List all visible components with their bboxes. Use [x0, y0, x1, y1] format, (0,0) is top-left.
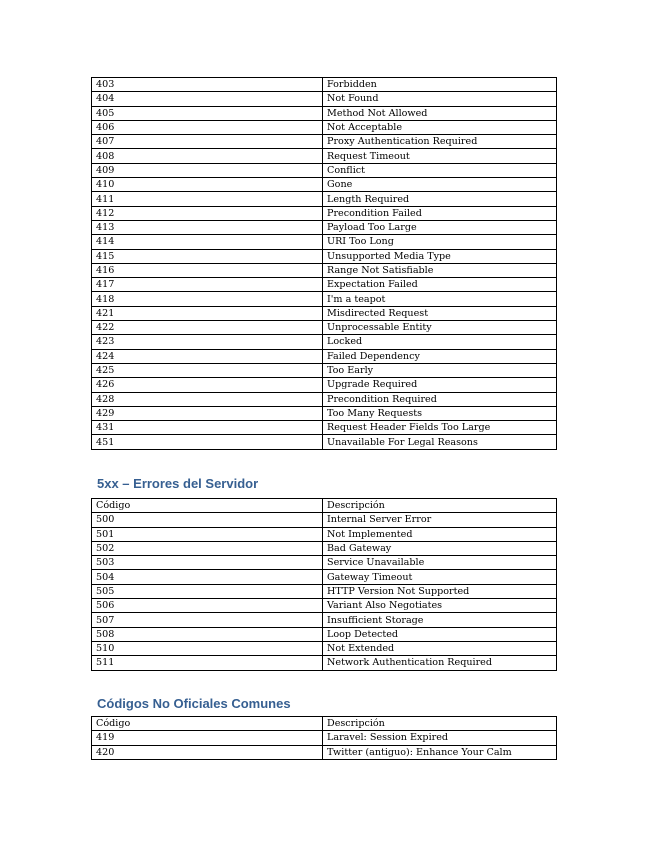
status-description-cell: HTTP Version Not Supported [323, 584, 557, 598]
table-row [92, 106, 557, 120]
status-description-cell: Length Required [323, 192, 557, 206]
table-header-row [92, 717, 557, 731]
status-code-cell: 502 [92, 541, 323, 555]
table-row [92, 306, 557, 320]
status-code-cell: 406 [92, 120, 323, 134]
status-description-cell: Twitter (antiguo): Enhance Your Calm [323, 745, 557, 759]
status-description-cell: Failed Dependency [323, 349, 557, 363]
status-code-cell: 508 [92, 627, 323, 641]
table-row [92, 363, 557, 377]
status-description-cell: Gateway Timeout [323, 570, 557, 584]
header-code-cell: Código [92, 717, 323, 731]
status-code-cell: 431 [92, 421, 323, 435]
status-code-cell: 417 [92, 278, 323, 292]
status-description-cell: Locked [323, 335, 557, 349]
status-code-cell: 425 [92, 363, 323, 377]
status-code-cell: 510 [92, 641, 323, 655]
table-row [92, 599, 557, 613]
table-row [92, 149, 557, 163]
section-title-unofficial: Códigos No Oficiales Comunes [97, 696, 291, 711]
header-description-cell: Descripción [323, 717, 557, 731]
status-code-cell: 412 [92, 206, 323, 220]
status-code-cell: 409 [92, 163, 323, 177]
table-row [92, 278, 557, 292]
status-code-cell: 413 [92, 220, 323, 234]
status-code-cell: 500 [92, 513, 323, 527]
status-code-cell: 505 [92, 584, 323, 598]
table-row [92, 556, 557, 570]
table-row [92, 249, 557, 263]
status-code-cell: 429 [92, 406, 323, 420]
table-row [92, 527, 557, 541]
table-row [92, 656, 557, 670]
status-code-cell: 416 [92, 263, 323, 277]
status-code-cell: 410 [92, 178, 323, 192]
status-code-cell: 414 [92, 235, 323, 249]
status-code-cell: 451 [92, 435, 323, 449]
table-row [92, 378, 557, 392]
table-row [92, 392, 557, 406]
status-code-cell: 504 [92, 570, 323, 584]
status-code-cell: 506 [92, 599, 323, 613]
status-description-cell: Laravel: Session Expired [323, 731, 557, 745]
table-row [92, 745, 557, 759]
status-description-cell: Range Not Satisfiable [323, 263, 557, 277]
status-description-cell: Expectation Failed [323, 278, 557, 292]
table-row [92, 513, 557, 527]
status-codes-4xx-table [91, 77, 557, 450]
status-code-cell: 421 [92, 306, 323, 320]
table-row [92, 613, 557, 627]
table-row [92, 406, 557, 420]
table-row [92, 292, 557, 306]
status-code-cell: 405 [92, 106, 323, 120]
status-code-cell: 404 [92, 92, 323, 106]
status-code-cell: 422 [92, 321, 323, 335]
table-row [92, 541, 557, 555]
status-code-cell: 426 [92, 378, 323, 392]
table-header-row [92, 499, 557, 513]
status-description-cell: URI Too Long [323, 235, 557, 249]
header-description-cell: Descripción [323, 499, 557, 513]
section-title-5xx: 5xx – Errores del Servidor [97, 476, 259, 491]
status-description-cell: Request Timeout [323, 149, 557, 163]
table-row [92, 349, 557, 363]
status-code-cell: 428 [92, 392, 323, 406]
status-codes-unofficial-table [91, 716, 557, 760]
status-code-cell: 419 [92, 731, 323, 745]
status-description-cell: Payload Too Large [323, 220, 557, 234]
status-code-cell: 511 [92, 656, 323, 670]
table-row [92, 435, 557, 449]
status-code-cell: 403 [92, 78, 323, 92]
status-description-cell: Insufficient Storage [323, 613, 557, 627]
table-row [92, 321, 557, 335]
table-row [92, 584, 557, 598]
table-row [92, 570, 557, 584]
status-description-cell: Not Found [323, 92, 557, 106]
status-description-cell: Loop Detected [323, 627, 557, 641]
status-description-cell: Unsupported Media Type [323, 249, 557, 263]
status-description-cell: Precondition Required [323, 392, 557, 406]
status-description-cell: Network Authentication Required [323, 656, 557, 670]
status-description-cell: I'm a teapot [323, 292, 557, 306]
table-row [92, 731, 557, 745]
status-code-cell: 418 [92, 292, 323, 306]
table-row [92, 206, 557, 220]
status-code-cell: 501 [92, 527, 323, 541]
status-code-cell: 503 [92, 556, 323, 570]
table-row [92, 78, 557, 92]
status-description-cell: Variant Also Negotiates [323, 599, 557, 613]
status-code-cell: 420 [92, 745, 323, 759]
table-unofficial-body [92, 731, 557, 760]
status-description-cell: Method Not Allowed [323, 106, 557, 120]
table-row [92, 235, 557, 249]
status-code-cell: 411 [92, 192, 323, 206]
status-code-cell: 424 [92, 349, 323, 363]
status-description-cell: Request Header Fields Too Large [323, 421, 557, 435]
status-description-cell: Internal Server Error [323, 513, 557, 527]
status-description-cell: Unavailable For Legal Reasons [323, 435, 557, 449]
table-row [92, 192, 557, 206]
table-row [92, 641, 557, 655]
table-row [92, 135, 557, 149]
status-description-cell: Misdirected Request [323, 306, 557, 320]
table-row [92, 92, 557, 106]
status-description-cell: Too Early [323, 363, 557, 377]
status-description-cell: Proxy Authentication Required [323, 135, 557, 149]
table-row [92, 220, 557, 234]
table-row [92, 421, 557, 435]
status-description-cell: Precondition Failed [323, 206, 557, 220]
table-row [92, 335, 557, 349]
table-4xx-body [92, 78, 557, 450]
status-description-cell: Not Implemented [323, 527, 557, 541]
status-description-cell: Conflict [323, 163, 557, 177]
status-description-cell: Unprocessable Entity [323, 321, 557, 335]
status-description-cell: Gone [323, 178, 557, 192]
table-row [92, 163, 557, 177]
status-code-cell: 507 [92, 613, 323, 627]
status-code-cell: 407 [92, 135, 323, 149]
status-description-cell: Upgrade Required [323, 378, 557, 392]
status-description-cell: Not Extended [323, 641, 557, 655]
status-description-cell: Bad Gateway [323, 541, 557, 555]
status-description-cell: Service Unavailable [323, 556, 557, 570]
status-code-cell: 415 [92, 249, 323, 263]
status-code-cell: 423 [92, 335, 323, 349]
table-row [92, 627, 557, 641]
header-code-cell: Código [92, 499, 323, 513]
table-5xx-body [92, 513, 557, 670]
table-row [92, 178, 557, 192]
table-row [92, 120, 557, 134]
status-description-cell: Forbidden [323, 78, 557, 92]
status-code-cell: 408 [92, 149, 323, 163]
status-description-cell: Too Many Requests [323, 406, 557, 420]
status-description-cell: Not Acceptable [323, 120, 557, 134]
status-codes-5xx-table [91, 498, 557, 671]
table-row [92, 263, 557, 277]
